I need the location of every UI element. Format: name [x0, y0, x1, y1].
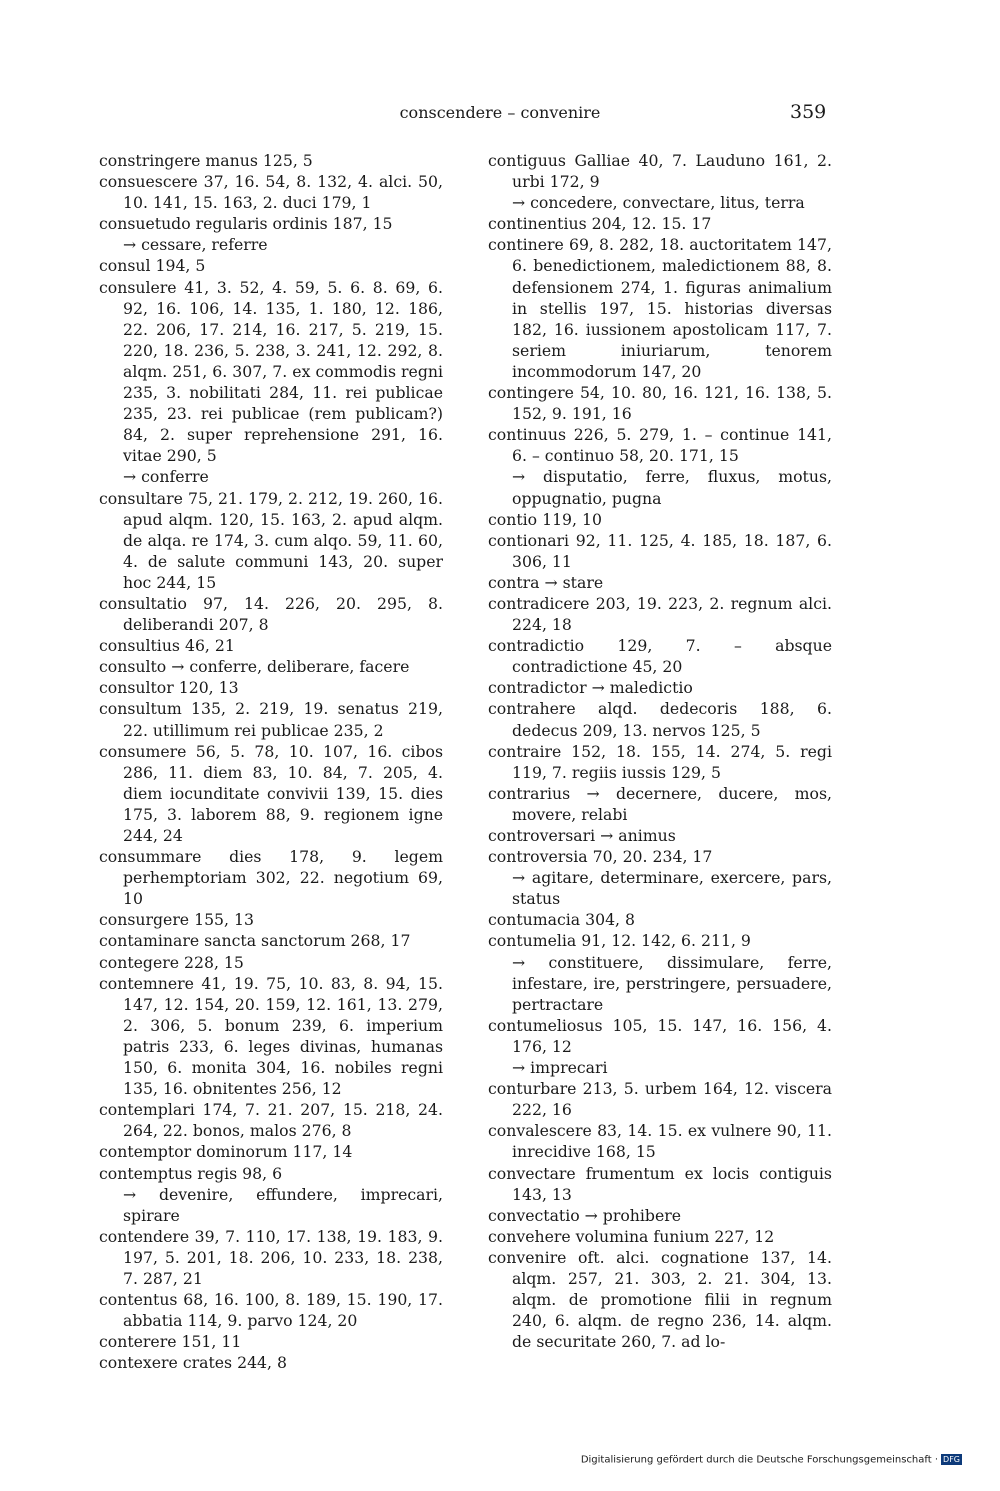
index-entry: convectatio → prohibere: [488, 1205, 682, 1225]
index-entry: conterere 151, 11: [99, 1332, 242, 1352]
index-entry: contendere 39, 7. 110, 17. 138, 19. 183, 9. 197, 5. 201, 18. 206, 10. 233, 18. 238, 7. 287, 21: [99, 1226, 443, 1288]
index-entry: consultor 120, 13: [99, 678, 239, 698]
index-entry: convectare frumentum ex locis contiguis 143, 13: [488, 1163, 832, 1204]
index-entry: conturbare 213, 5. urbem 164, 12. viscera 222, 16: [488, 1079, 832, 1120]
index-entry: consurgere 155, 13: [99, 910, 254, 930]
index-entry: contradictor → maledictio: [488, 678, 693, 698]
index-entry: contentus 68, 16. 100, 8. 189, 15. 190, 17. abbatia 114, 9. parvo 124, 20: [99, 1290, 443, 1331]
index-entry: contumeliosus 105, 15. 147, 16. 156, 4. 176, 12: [488, 1015, 832, 1056]
index-column-right: [488, 150, 832, 1352]
page-number: 359: [790, 101, 827, 123]
cross-reference: → imprecari: [512, 1058, 608, 1078]
cross-reference: → devenire, effundere, imprecari, spirare: [123, 1184, 443, 1225]
footer-credit: [581, 1454, 962, 1466]
index-entry: contegere 228, 15: [99, 952, 244, 972]
index-entry: continuus 226, 5. 279, 1. – continue 141, 6. – continuo 58, 20. 171, 15: [488, 425, 832, 466]
index-entry: consuetudo regularis ordinis 187, 15: [99, 214, 393, 234]
index-entry: consummare dies 178, 9. legem perhemptoriam 302, 22. negotium 69, 10: [99, 847, 443, 909]
index-entry: convehere volumina funium 227, 12: [488, 1226, 775, 1246]
index-entry: controversia 70, 20. 234, 17: [488, 847, 713, 867]
index-entry: controversari → animus: [488, 826, 676, 845]
cross-reference: → disputatio, ferre, fluxus, motus, oppugnatio, pugna: [512, 467, 832, 508]
index-entry: consultius 46, 21: [99, 636, 235, 656]
cross-reference: → agitare, determinare, exercere, pars, status: [512, 868, 832, 909]
cross-reference: → concedere, convectare, litus, terra: [512, 193, 805, 213]
index-entry: consul 194, 5: [99, 256, 206, 276]
index-entry: consumere 56, 5. 78, 10. 107, 16. cibos 286, 11. diem 83, 10. 84, 7. 205, 4. diem iocunditate convivii 139, 15. dies 175, 3. laborem 88, 9. regionem igne 244, 24: [99, 741, 443, 845]
index-entry: contemnere 41, 19. 75, 10. 83, 8. 94, 15. 147, 12. 154, 20. 159, 12. 161, 13. 279, 2. 306, 5. bonum 239, 6. imperium patris 233, 6. leges divinas, humanas 150, 6. monita 304, 16. nobiles regni 135, 16. obnitentes 256, 12: [99, 973, 443, 1099]
footer-credit-text: Digitalisierung gefördert durch die Deutsche Forschungsgemeinschaft ·: [580, 1454, 939, 1466]
index-entry: contumelia 91, 12. 142, 6. 211, 9: [488, 931, 751, 951]
index-entry: convenire oft. alci. cognatione 137, 14. alqm. 257, 21. 303, 2. 21. 304, 13. alqm. de promotione filii in regnum 240, 6. alqm. de regno 236, 14. alqm. de securitate 260, 7. ad lo-: [488, 1247, 832, 1352]
index-entry: contra → stare: [488, 572, 604, 592]
index-entry: contemplari 174, 7. 21. 207, 15. 218, 24. 264, 22. bonos, malos 276, 8: [99, 1100, 443, 1141]
index-entry: consulto → conferre, deliberare, facere: [99, 657, 410, 677]
running-head: conscendere – convenire: [399, 103, 601, 122]
index-entry: contrahere alqd. dedecoris 188, 6. dedecus 209, 13. nervos 125, 5: [488, 699, 832, 740]
index-entry: consultatio 97, 14. 226, 20. 295, 8. deliberandi 207, 8: [99, 593, 443, 635]
cross-reference: → constituere, dissimulare, ferre, infestare, ire, perstringere, persuadere, pertractare: [512, 952, 832, 1014]
index-entry: contionari 92, 11. 125, 4. 185, 18. 187, 6. 306, 11: [488, 530, 832, 571]
index-entry: consultum 135, 2. 219, 19. senatus 219, 22. utillimum rei publicae 235, 2: [99, 699, 443, 740]
index-entry: contemptor dominorum 117, 14: [99, 1142, 353, 1162]
index-entry: contumacia 304, 8: [488, 910, 636, 930]
index-entry: consuescere 37, 16. 54, 8. 132, 4. alci. 50, 10. 141, 15. 163, 2. duci 179, 1: [99, 172, 443, 213]
dfg-logo: DFG: [943, 1455, 960, 1464]
index-entry: contradictio 129, 7. – absque contradictione 45, 20: [488, 636, 832, 677]
index-entry: contiguus Galliae 40, 7. Lauduno 161, 2. urbi 172, 9: [488, 151, 832, 192]
cross-reference: → conferre: [123, 467, 209, 487]
index-entry: contio 119, 10: [488, 509, 602, 529]
index-entry: contaminare sancta sanctorum 268, 17: [99, 931, 411, 951]
index-column-left: [99, 150, 443, 1373]
index-entry: constringere manus 125, 5: [99, 151, 313, 170]
index-entry: contingere 54, 10. 80, 16. 121, 16. 138, 5. 152, 9. 191, 16: [488, 383, 832, 424]
index-entry: contemptus regis 98, 6: [99, 1163, 283, 1183]
index-entry: contrarius → decernere, ducere, mos, movere, relabi: [488, 783, 832, 824]
index-entry: continere 69, 8. 282, 18. auctoritatem 147, 6. benedictionem, maledictionem 88, 8. defensionem 274, 1. figuras animalium in stellis 197, 15. historias diversas 182, 16. iussionem apostolicam 117, 7. seriem iniuriarum, tenorem incommodorum 147, 20: [488, 235, 832, 381]
index-entry: consultare 75, 21. 179, 2. 212, 19. 260, 16. apud alqm. 120, 15. 163, 2. apud alqm. de alqa. re 174, 3. cum alqo. 59, 11. 60, 4. de salute communi 143, 20. super hoc 244, 15: [99, 488, 443, 592]
index-entry: consulere 41, 3. 52, 4. 59, 5. 6. 8. 69, 6. 92, 16. 106, 14. 135, 1. 180, 12. 186, 22. 206, 17. 214, 16. 217, 5. 219, 15. 220, 18. 236, 5. 238, 3. 241, 12. 292, 8. alqm. 251, 6. 307, 7. ex commodis regni 235, 3. nobilitati 284, 11. rei publicae 235, 23. rei publicae (rem publicam?) 84, 2. super reprehensione 291, 16. vitae 290, 5: [99, 277, 443, 466]
index-entry: contexere crates 244, 8: [99, 1353, 287, 1373]
index-entry: contradicere 203, 19. 223, 2. regnum alci. 224, 18: [488, 593, 832, 635]
index-entry: contraire 152, 18. 155, 14. 274, 5. regi 119, 7. regiis iussis 129, 5: [488, 741, 832, 782]
index-entry: convalescere 83, 14. 15. ex vulnere 90, 11. inrecidive 168, 15: [488, 1121, 832, 1162]
cross-reference: → cessare, referre: [123, 235, 268, 255]
index-entry: continentius 204, 12. 15. 17: [488, 214, 712, 234]
